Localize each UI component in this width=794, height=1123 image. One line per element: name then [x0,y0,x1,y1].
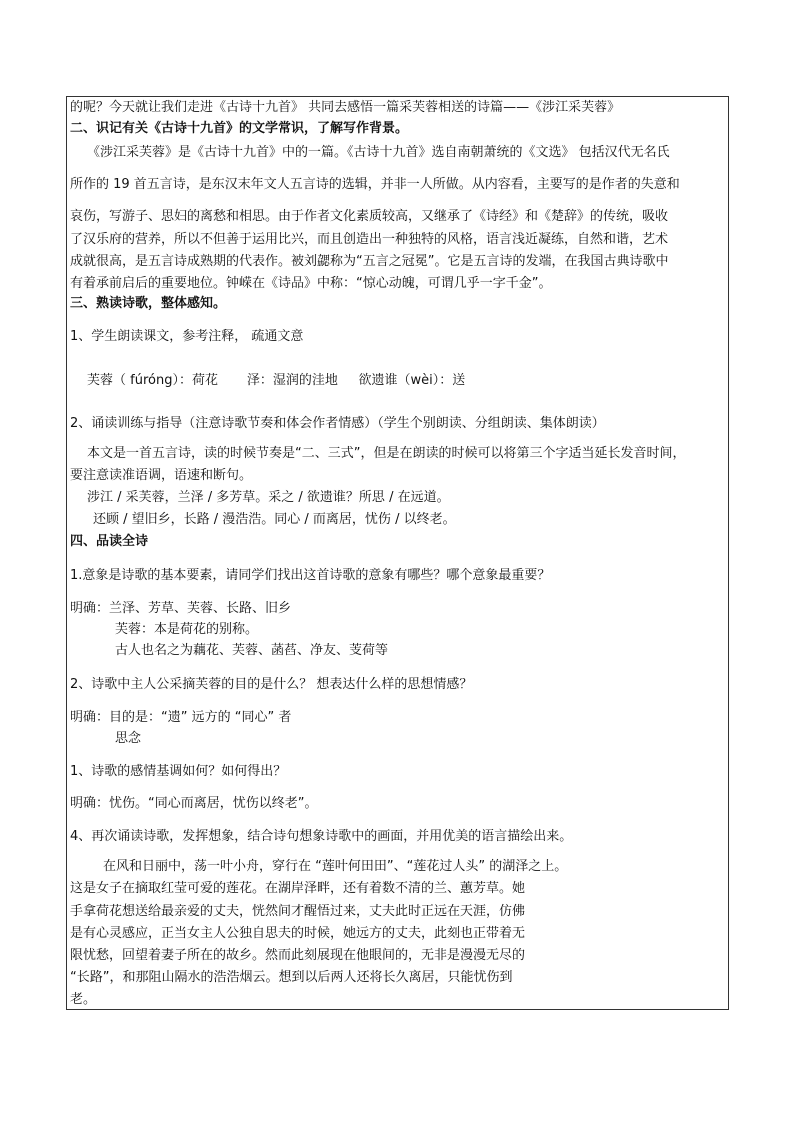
essay-line-3: 手拿荷花想送给最亲爱的丈夫，恍然间才醒悟过来，丈夫此时正远在天涯，仿佛 [70,904,526,919]
answer-1-line-3: 古人也名之为藕花、芙蓉、菡萏、净友、芰荷等 [115,643,389,658]
poem-line-1: 涉江 / 采芙蓉，兰泽 / 多芳草。采之 / 欲遗谁？所思 / 在远道。 [87,490,450,505]
question-2: 2、诗歌中主人公采摘芙蓉的目的是什么？ 想表达什么样的思想情感？ [70,677,473,692]
vocabulary-notes: 芙蓉（ fúróng）：荷花 泽：湿润的洼地 欲遗谁（wèi）：送 [87,373,466,388]
intro-tail: 的呢？今天就让我们走进《古诗十九首》 共同去感悟一篇采芙蓉相送的诗篇——《涉江采芙蓉》 [70,100,621,115]
essay-line-2: 这是女子在摘取红莹可爱的莲花。在湖岸泽畔，还有着数不清的兰、蕙芳草。她 [70,881,526,896]
background-line-5: 成就很高，是五言诗成熟期的代表作。被刘勰称为“五言之冠冕”。它是五言诗的发端，在我国古典诗歌中 [70,254,669,269]
essay-line-4: 是有心灵感应，正当女主人公独自思夫的时候，她远方的丈夫，此刻也正带着无 [70,926,526,941]
section-3-heading: 三、熟读诗歌，整体感知。 [70,296,227,311]
question-3: 1、诗歌的感情基调如何？如何得出？ [70,764,287,779]
rhythm-guide-line-1: 本文是一首五言诗，读的时候节奏是“二、三式”，但是在朗读的时候可以将第三个字适当延长发音时间， [87,446,686,461]
background-line-1: 《涉江采芙蓉》是《古诗十九首》中的一篇。《古诗十九首》选自南朝萧统的《文选》 包括汉代无名氏 [87,145,670,160]
reading-task-1: 1、学生朗读课文，参考注释， 疏通文意 [70,329,304,344]
background-line-6: 有着承前启后的重要地位。钟嵘在《诗品》中称：“惊心动魄，可谓几乎一字千金”。 [70,276,552,291]
essay-line-1: 在风和日丽中，荡一叶小舟，穿行在 “莲叶何田田”、“莲花过人头” 的湖泽之上。 [103,859,568,874]
background-line-4: 了汉乐府的营养，所以不但善于运用比兴，而且创造出一种独特的风格，语言浅近凝练，自然和谐，艺术 [70,232,669,247]
answer-2-line-2: 思念 [115,731,142,746]
essay-line-5: 限忧愁，回望着妻子所在的故乡。然而此刻展现在他眼间的，无非是漫漫无尽的 [70,948,526,963]
answer-2-line-1: 明确：目的是：“遗” 远方的 “同心” 者 [70,710,292,725]
section-4-heading: 四、品读全诗 [70,534,149,549]
poem-line-2: 还顾 / 望旧乡，长路 / 漫浩浩。同心 / 而离居，忧伤 / 以终老。 [93,512,456,527]
question-1: 1.意象是诗歌的基本要素，请同学们找出这首诗歌的意象有哪些？哪个意象最重要？ [70,568,551,583]
background-line-2: 所作的 19 首五言诗，是东汉末年文人五言诗的选辑，并非一人所做。从内容看，主要写的是作者的失意和 [70,177,680,192]
section-2-heading: 二、识记有关《古诗十九首》的文学常识，了解写作背景。 [70,121,409,136]
essay-line-7: 老。 [70,992,97,1007]
question-4: 4、再次诵读诗歌，发挥想象，结合诗句想象诗歌中的画面，并用优美的语言描绘出来。 [70,829,573,844]
essay-line-6: “长路”，和那阻山隔水的浩浩烟云。想到以后两人还将长久离居，只能忧伤到 [70,970,513,985]
background-line-3: 哀伤，写游子、思妇的离愁和相思。由于作者文化素质较高，又继承了《诗经》和《楚辞》的传统，吸收 [70,209,669,224]
answer-1-line-1: 明确：兰泽、芳草、芙蓉、长路、旧乡 [70,601,292,616]
answer-1-line-2: 芙蓉：本是荷花的别称。 [115,622,259,637]
answer-3: 明确：忧伤。“同心而离居，忧伤以终老”。 [70,796,318,811]
reading-task-2: 2、诵读训练与指导（注意诗歌节奏和体会作者情感）（学生个别朗读、分组朗读、集体朗读） [70,416,605,431]
rhythm-guide-line-2: 要注意读准语调，语速和断句。 [70,468,253,483]
